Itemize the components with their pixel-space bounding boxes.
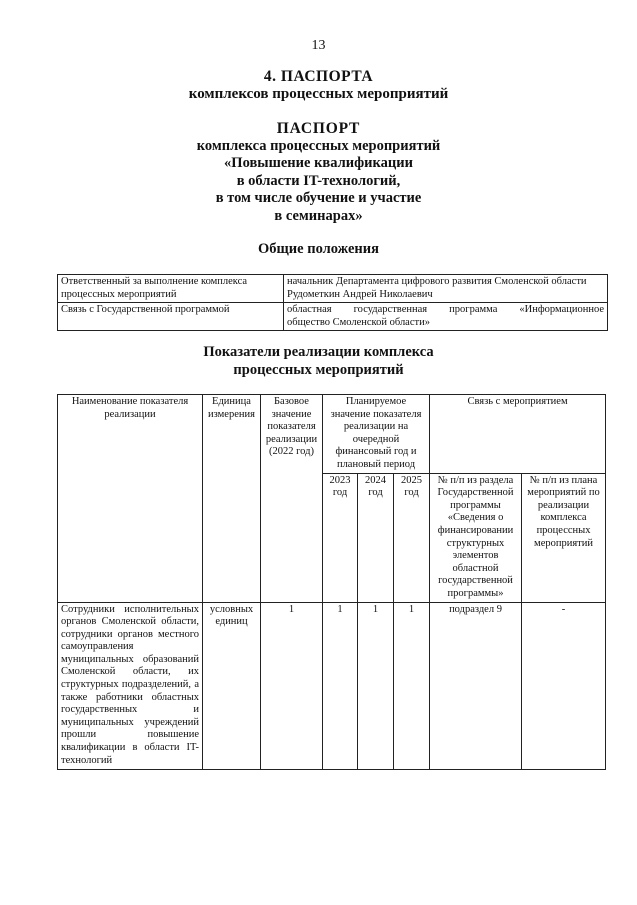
col-header-link-section: № п/п из раздела Государственной программы «Сведения о финансировании структурных элементов областной государственной программы» bbox=[430, 473, 522, 602]
passport-line: в области IT-технологий, bbox=[236, 172, 401, 189]
indicator-unit: условных единиц bbox=[203, 602, 261, 769]
table-row bbox=[58, 275, 608, 303]
indicator-link-section: подраздел 9 bbox=[430, 602, 522, 769]
passport-line: «Повышение квалификации bbox=[224, 155, 413, 171]
general-label: Ответственный за выполнение комплекса процессных мероприятий bbox=[58, 275, 284, 303]
col-header-planned: Планируемое значение показателя реализации на очередной финансовый год и плановый период bbox=[323, 395, 430, 474]
table-row bbox=[58, 602, 606, 769]
col-header-base: Базовое значение показателя реализации (2022 год) bbox=[261, 395, 323, 603]
col-header-unit: Единица измерения bbox=[203, 395, 261, 603]
section-heading bbox=[0, 68, 637, 103]
passport-line: комплекса процессных мероприятий bbox=[196, 137, 441, 154]
col-header-name: Наименование показателя реализации bbox=[58, 395, 203, 603]
indicators-heading-line1: Показатели реализации комплекса bbox=[203, 344, 434, 360]
indicator-name: Сотрудники исполнительных органов Смоленской области, сотрудники органов местного самоуправления муниципальных образований Смоленской области, их структурных подразделений, а также работники областных государственных и муниципальных учреждений прошли повышение квалификации в области IT-технологий bbox=[58, 602, 203, 769]
indicator-2025: 1 bbox=[394, 602, 430, 769]
col-header-year: 2024 год bbox=[358, 473, 394, 602]
passport-title: ПАСПОРТ bbox=[276, 120, 361, 137]
general-value-line1: областная государственная программа «Информационное bbox=[287, 304, 604, 316]
general-heading bbox=[0, 241, 637, 259]
general-label: Связь с Государственной программой bbox=[58, 303, 284, 331]
passport-heading bbox=[0, 120, 637, 225]
general-value-line2: общество Смоленской области» bbox=[287, 316, 430, 328]
table-row bbox=[58, 303, 608, 331]
indicators-table bbox=[57, 394, 606, 770]
passport-line: в том числе обучение и участие bbox=[215, 190, 422, 206]
passport-line: в семинарах» bbox=[274, 207, 363, 224]
indicator-link-plan: - bbox=[522, 602, 606, 769]
general-value bbox=[284, 303, 608, 331]
col-header-year: 2025 год bbox=[394, 473, 430, 602]
indicators-heading bbox=[0, 344, 637, 379]
col-header-year: 2023 год bbox=[323, 473, 358, 602]
indicator-2024: 1 bbox=[358, 602, 394, 769]
table-header-row bbox=[58, 395, 606, 474]
col-header-link-plan: № п/п из плана мероприятий по реализации комплекса процессных мероприятий bbox=[522, 473, 606, 602]
general-table bbox=[57, 274, 608, 331]
page-number: 13 bbox=[311, 38, 326, 53]
indicator-base: 1 bbox=[261, 602, 323, 769]
col-header-link: Связь с мероприятием bbox=[430, 395, 606, 474]
section-title: 4. ПАСПОРТА bbox=[263, 68, 374, 85]
indicator-2023: 1 bbox=[323, 602, 358, 769]
general-value: начальник Департамента цифрового развития Смоленской области Рудометкин Андрей Николаевич bbox=[284, 275, 608, 303]
general-heading-text: Общие положения bbox=[258, 241, 379, 257]
indicators-heading-line2: процессных мероприятий bbox=[233, 361, 404, 378]
section-subtitle: комплексов процессных мероприятий bbox=[188, 85, 449, 102]
